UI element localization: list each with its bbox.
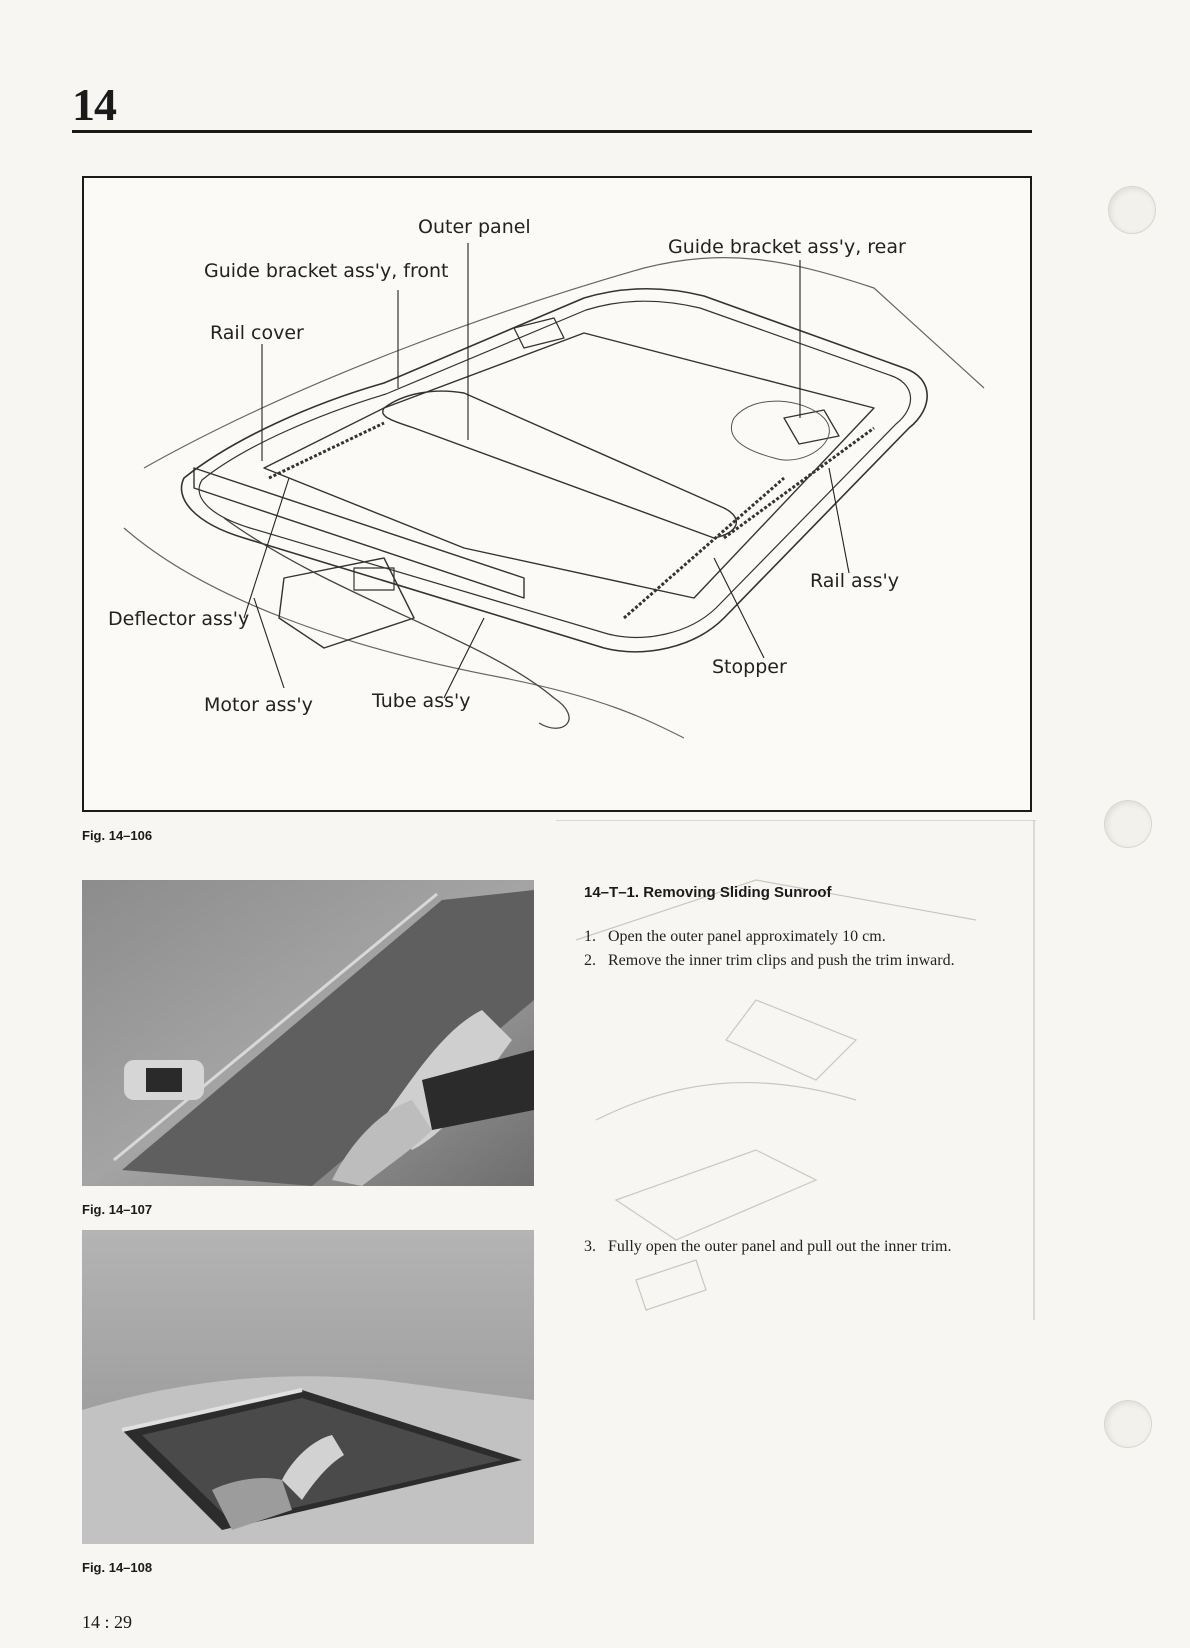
label-rail-cover: Rail cover (210, 322, 304, 344)
label-guide-bracket-front: Guide bracket ass'y, front (204, 260, 449, 282)
chapter-number: 14 (72, 79, 116, 130)
figure-106-caption: Fig. 14–106 (82, 828, 153, 843)
figure-107-caption: Fig. 14–107 (82, 1202, 153, 1217)
step-1-number: 1. (584, 928, 596, 945)
label-tube-assy: Tube ass'y (372, 690, 471, 712)
label-rail-assy: Rail ass'y (810, 570, 899, 592)
header-rule (72, 130, 1032, 133)
label-guide-bracket-rear: Guide bracket ass'y, rear (668, 236, 906, 258)
figure-107-photo (82, 880, 534, 1186)
step-2-number: 2. (584, 952, 596, 969)
label-outer-panel: Outer panel (418, 216, 531, 238)
label-stopper: Stopper (712, 656, 787, 678)
section-heading: 14–T–1. Removing Sliding Sunroof (584, 884, 832, 901)
figure-108-photo (82, 1230, 534, 1544)
figure-106-diagram (82, 176, 1032, 812)
binder-hole-middle (1104, 800, 1152, 848)
photo-108-image (82, 1230, 534, 1544)
page-number: 14 : 29 (82, 1612, 133, 1632)
figure-108-caption: Fig. 14–108 (82, 1560, 153, 1575)
step-2 (584, 950, 1034, 998)
step-1-text: Open the outer panel approximately 10 cm. (608, 928, 886, 945)
step-3-text: Fully open the outer panel and pull out the inner trim. (608, 1238, 952, 1255)
label-deflector-assy: Deflector ass'y (108, 608, 250, 630)
step-1 (584, 926, 1034, 950)
bleed-through-drawing (556, 820, 1036, 1380)
step-2-text: Remove the inner trim clips and push the trim inward. (608, 952, 955, 969)
label-motor-assy: Motor ass'y (204, 694, 313, 716)
photo-107-image (82, 880, 534, 1186)
step-3-number: 3. (584, 1238, 596, 1255)
binder-hole-bottom (1104, 1400, 1152, 1448)
step-3 (584, 1236, 1034, 1284)
binder-hole-top (1108, 186, 1156, 234)
